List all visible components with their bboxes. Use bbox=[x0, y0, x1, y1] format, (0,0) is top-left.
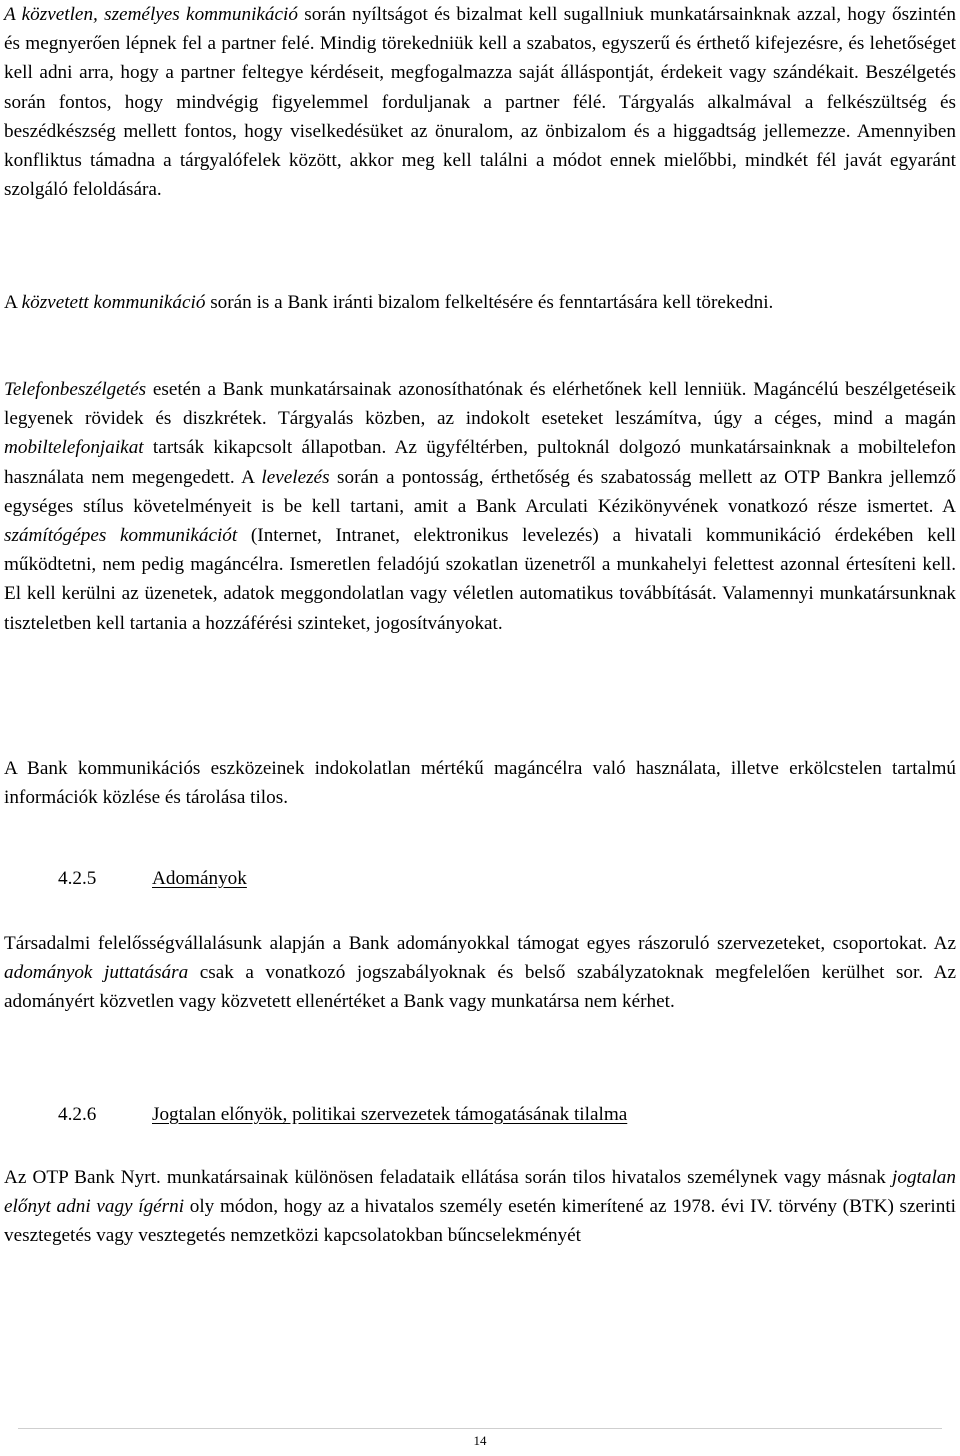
paragraph-text: Társadalmi felelősségvállalásunk alapján a Bank adományokkal támogat egyes rászoruló szervezeteket, csoportokat. Az bbox=[4, 933, 956, 954]
paragraph-direct-communication bbox=[4, 0, 956, 204]
footer-divider bbox=[18, 1428, 942, 1429]
paragraph-text: esetén a Bank munkatársainak azonosíthatónak és elérhetőnek kell lenniük. Magáncélú beszélgetéseik legyenek rövidek és diszkrétek. Tárgyalás közben, az indokolt eseteket leszámítva, úgy a céges, mind a magán bbox=[4, 379, 956, 430]
paragraph-indirect-communication bbox=[4, 288, 956, 317]
section-title: Jogtalan előnyök, politikai szervezetek támogatásának tilalma bbox=[152, 1104, 628, 1125]
paragraph-text: során is a Bank iránti bizalom felkeltésére és fenntartására kell törekedni. bbox=[205, 292, 774, 313]
emphasis-direct-communication: A közvetlen, személyes kommunikáció bbox=[4, 4, 298, 25]
paragraph-unlawful-advantages bbox=[4, 1163, 956, 1251]
section-heading-unlawful-advantages bbox=[58, 1100, 627, 1129]
emphasis-computer-communication: számítógépes kommunikációt bbox=[4, 525, 238, 547]
paragraph-text: során nyíltságot és bizalmat kell sugallniuk munkatársainknak azzal, hogy őszintén és megnyerően lépnek fel a partner felé. Mindig törekedniük kell a szabatos, egyszerű és érthető kifejezésre, és lehetőséget kell adni arra, hogy a partner feltegye kérdéseit, megfogalmazza saját álláspontját, érdekeit vagy szándékait. Beszélgetés során fontos, hogy mindvégig figyelemmel forduljanak a partner félé. Tárgyalás alkalmával a felkészültség és beszédkészség mellett fontos, hogy viselkedésüket az önuralom, az önbizalom és a higgadtság jellemezze. Amennyiben konfliktus támadna a tárgyalófelek között, akkor meg kell találni a módot ennek mielőbbi, mindkét fél javát egyaránt szolgáló feloldására. bbox=[4, 4, 956, 201]
paragraph-text: A Bank kommunikációs eszközeinek indokolatlan mértékű magáncélra való használata, illetve erkölcstelen tartalmú információk közlése és tárolása tilos. bbox=[4, 758, 956, 809]
emphasis-phone-call: Telefonbeszélgetés bbox=[4, 379, 147, 400]
section-title: Adományok bbox=[152, 868, 247, 889]
paragraph-phone-and-mail bbox=[4, 375, 956, 638]
emphasis-donations: adományok juttatására bbox=[4, 962, 189, 984]
section-heading-donations bbox=[58, 864, 247, 893]
paragraph-donations bbox=[4, 929, 956, 1017]
emphasis-mobile-phones: mobiltelefonjaikat bbox=[4, 437, 144, 459]
paragraph-text: Az OTP Bank Nyrt. munkatársainak különösen feladataik ellátása során tilos hivatalos személynek vagy másnak bbox=[4, 1167, 893, 1188]
page-number: 14 bbox=[473, 1433, 487, 1448]
section-number: 4.2.5 bbox=[58, 868, 97, 889]
paragraph-text: során a pontosság, érthetőség és szabatosság mellett az OTP Bankra jellemző egységes stílus követelményeit is be kell tartani, amit a Bank Arculati Kézikönyvének vonatkozó része ismertet. A bbox=[4, 466, 956, 517]
emphasis-unlawful-advantage: jogtalan előnyt adni vagy ígérni bbox=[4, 1167, 956, 1218]
paragraph-text: A bbox=[4, 292, 22, 313]
paragraph-text: oly módon, hogy az a hivatalos személy esetén kimerítené az 1978. évi IV. törvény (BTK) szerinti vesztegetés vagy vesztegetés nemzetközi kapcsolatokban bűncselekményét bbox=[4, 1196, 956, 1247]
paragraph-text: (Internet, Intranet, elektronikus levelezés) a hivatali kommunikáció érdekében kell működtetni, nem pedig magáncélra. Ismeretlen feladójú szokatlan üzenetről a munkahelyi felettest azonnal értesíteni kell. El kell kerülni az üzenetek, adatok meggondolatlan vagy véletlen automatikus továbbítását. Valamennyi munkatársunknak tiszteletben kell tartania a hozzáférési szinteket, jogosítványokat. bbox=[4, 525, 956, 634]
emphasis-indirect-communication: közvetett kommunikáció bbox=[21, 292, 206, 313]
paragraph-text: tartsák kikapcsolt állapotban. Az ügyféltérben, pultoknál dolgozó munkatársainknak a mobiltelefon használata nem megengedett. A bbox=[4, 437, 956, 488]
emphasis-correspondence: levelezés bbox=[261, 466, 330, 488]
paragraph-text: csak a vonatkozó jogszabályoknak és belső szabályzatoknak megfelelően kerülhet sor. Az adományért közvetlen vagy közvetett ellenértéket a Bank vagy munkatársa nem kérhet. bbox=[4, 962, 956, 1013]
section-number: 4.2.6 bbox=[58, 1104, 97, 1125]
paragraph-communication-tools bbox=[4, 754, 956, 812]
